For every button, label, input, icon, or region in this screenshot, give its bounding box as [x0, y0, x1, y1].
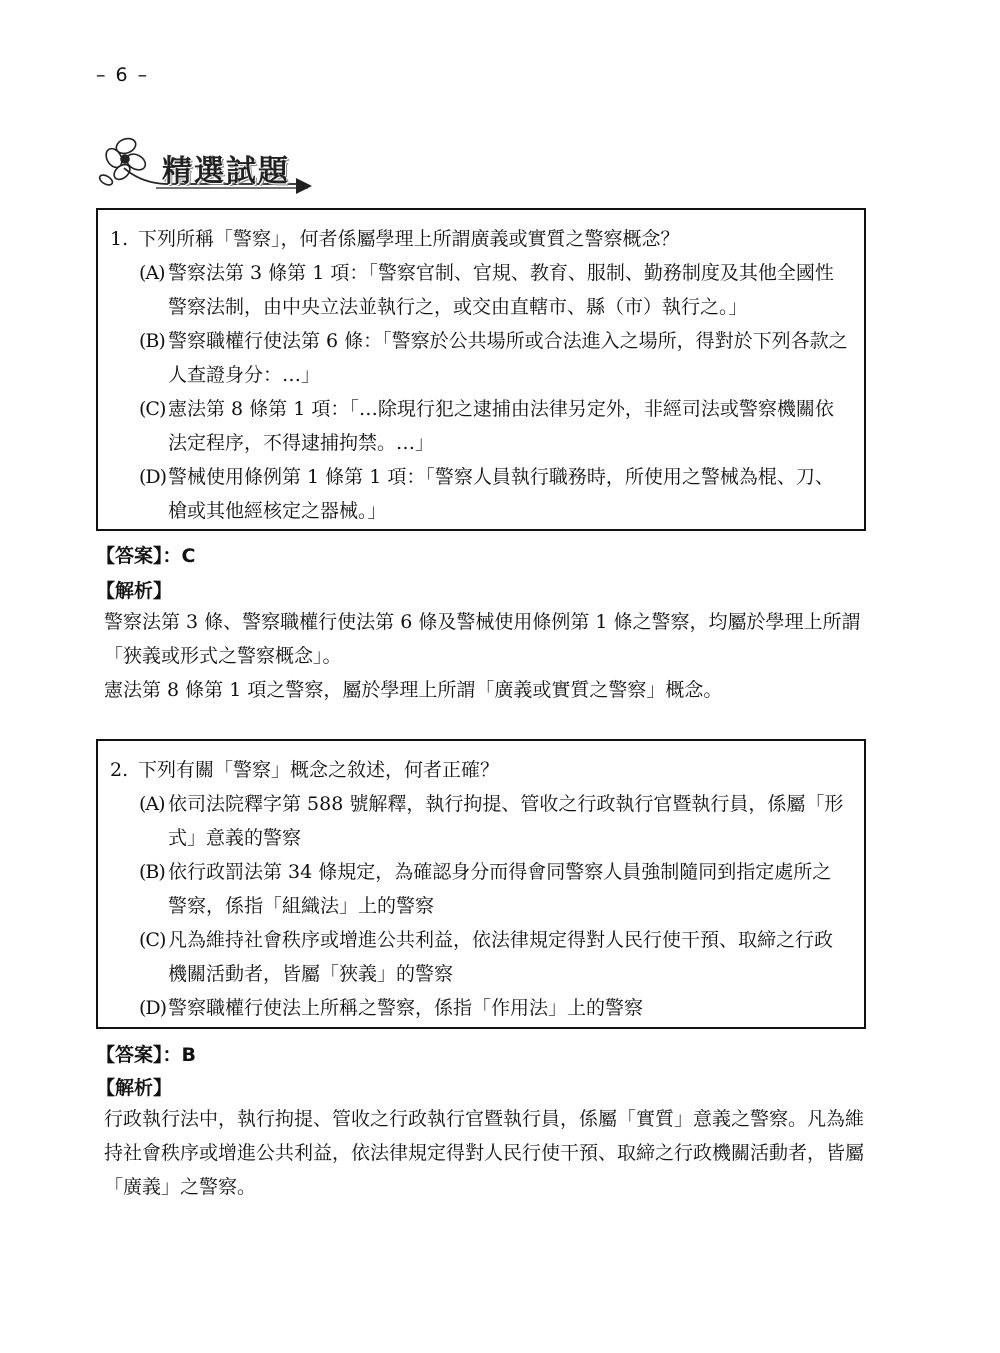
- question-stem: [110, 222, 850, 256]
- option-text: 警察職權行使法上所稱之警察，係指「作用法」上的警察: [168, 997, 644, 1019]
- question-number: 2.: [110, 759, 129, 781]
- question-text: 下列有關「警察」概念之敘述，何者正確？: [138, 759, 500, 781]
- analysis-label-2: 【解析】: [96, 1077, 173, 1099]
- option-letter: (B): [139, 330, 165, 352]
- option-b: [110, 855, 850, 923]
- option-text: 警械使用條例第 1 條第 1 項：「警察人員執行職務時，所使用之警械為棍、刀、槍或其他經核定之器械。」: [168, 466, 834, 522]
- section-title: 精選試題: [162, 154, 290, 189]
- option-d: [110, 460, 850, 528]
- option-text: 凡為維持社會秩序或增進公共利益，依法律規定得對人民行使干預、取締之行政機關活動者，皆屬「狹義」的警察: [168, 929, 834, 985]
- question-box-1: [96, 208, 866, 531]
- option-letter: (D): [139, 466, 167, 488]
- option-c: [110, 392, 850, 460]
- analysis-text-2: [104, 1102, 870, 1204]
- option-letter: (C): [139, 929, 166, 951]
- option-text: 依行政罰法第 34 條規定，為確認身分而得會同警察人員強制隨同到指定處所之警察，係指「組織法」上的警察: [168, 861, 832, 917]
- option-letter: (A): [139, 262, 165, 284]
- question-text: 下列所稱「警察」，何者係屬學理上所謂廣義或實質之警察概念？: [138, 228, 680, 250]
- option-text: 警察法第 3 條第 1 項：「警察官制、官規、教育、服制、勤務制度及其他全國性警察法制，由中央立法並執行之，或交由直轄市、縣（市）執行之。」: [168, 262, 834, 318]
- analysis-paragraph: 警察法第 3 條、警察職權行使法第 6 條及警械使用條例第 1 條之警察，均屬於學理上所謂「狹義或形式之警察概念」。: [104, 611, 861, 667]
- page-number: – 6 –: [96, 64, 150, 86]
- option-letter: (B): [139, 861, 165, 883]
- option-text: 憲法第 8 條第 1 項：「…除現行犯之逮捕由法律另定外，非經司法或警察機關依法定程序，不得逮捕拘禁。…」: [168, 398, 834, 454]
- option-a: [110, 256, 850, 324]
- option-c: [110, 923, 850, 991]
- option-letter: (D): [139, 997, 167, 1019]
- question-stem: [110, 753, 850, 787]
- answer-1: 【答案】：C: [96, 545, 196, 567]
- analysis-text-1: [104, 605, 870, 707]
- option-d: [110, 991, 850, 1025]
- analysis-paragraph: 行政執行法中，執行拘提、管收之行政執行官暨執行員，係屬「實質」意義之警察。凡為維持社會秩序或增進公共利益，依法律規定得對人民行使干預、取締之行政機關活動者，皆屬「廣義」之警察。: [104, 1108, 865, 1198]
- option-letter: (A): [139, 793, 165, 815]
- option-a: [110, 787, 850, 855]
- question-number: 1.: [110, 228, 129, 250]
- option-text: 依司法院釋字第 588 號解釋，執行拘提、管收之行政執行官暨執行員，係屬「形式」意義的警察: [168, 793, 844, 849]
- option-letter: (C): [139, 398, 166, 420]
- option-b: [110, 324, 850, 392]
- answer-2: 【答案】：B: [96, 1044, 196, 1066]
- section-header: [96, 128, 326, 198]
- option-text: 警察職權行使法第 6 條：「警察於公共場所或合法進入之場所，得對於下列各款之人查證身分：…」: [168, 330, 848, 386]
- analysis-paragraph: 憲法第 8 條第 1 項之警察，屬於學理上所謂「廣義或實質之警察」概念。: [104, 679, 723, 701]
- question-box-2: [96, 739, 866, 1029]
- analysis-label-1: 【解析】: [96, 580, 173, 602]
